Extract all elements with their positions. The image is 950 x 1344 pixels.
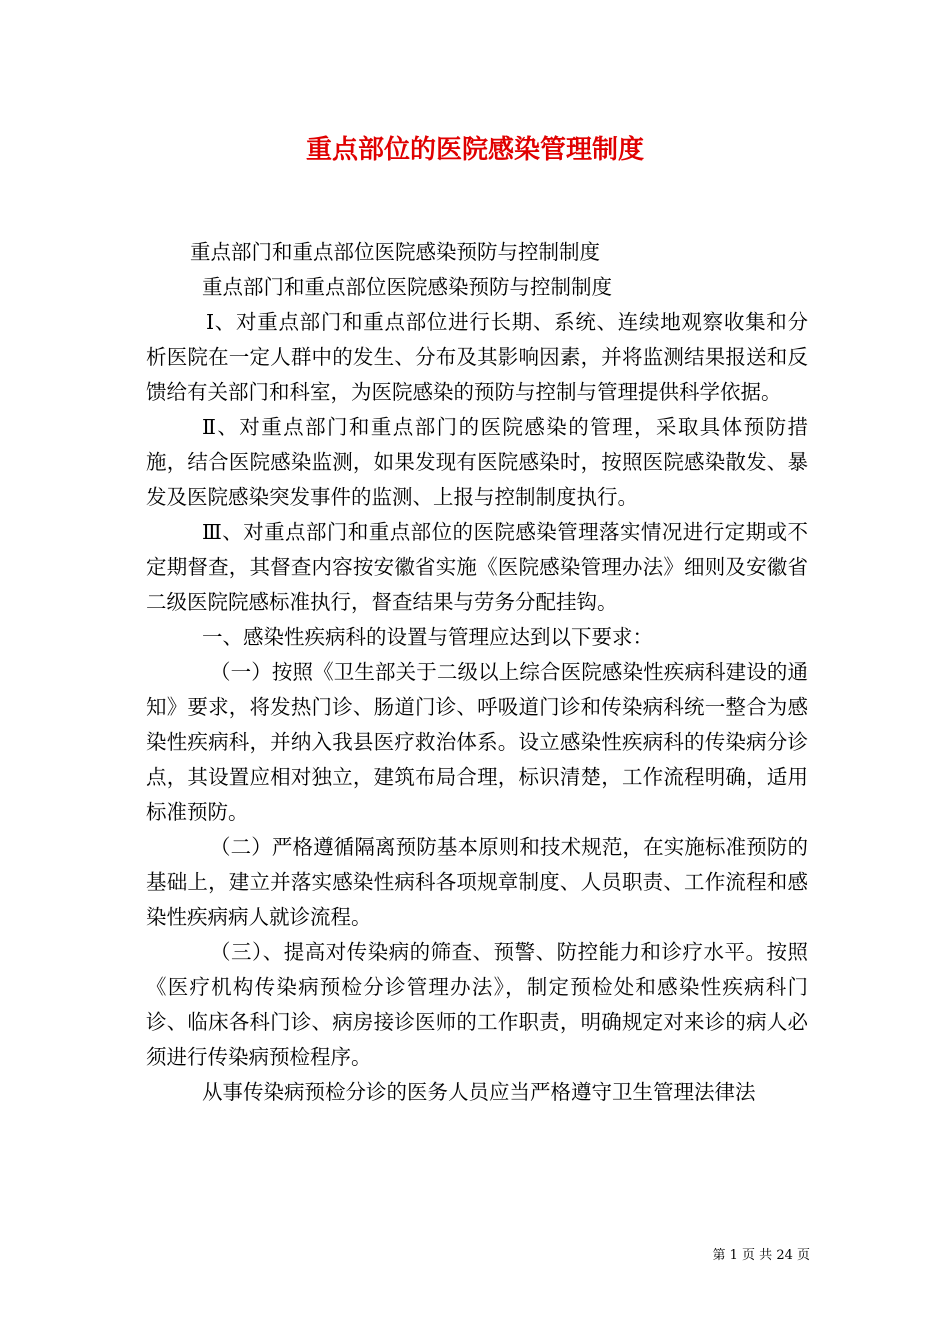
paragraph-section-1: 一、感染性疾病科的设置与管理应达到以下要求： (202, 625, 653, 649)
paragraph-item-i: Ⅰ、对重点部门和重点部位进行长期、系统、连续地观察收集和分析医院在一定人群中的发生、分布及其影响因素，并将监测结果报送和反馈给有关部门和科室，为医院感染的预防与控制与管理提供科学依据。 (146, 310, 808, 404)
document-title: 重点部位的医院感染管理制度 (305, 135, 644, 165)
paragraph-heading-1: 重点部门和重点部位医院感染预防与控制制度 (190, 240, 600, 264)
paragraph-heading-2: 重点部门和重点部位医院感染预防与控制制度 (202, 275, 612, 299)
page-number-footer: 第 1 页 共 24 页 (712, 1248, 810, 1263)
paragraph-sub-2: （二）严格遵循隔离预防基本原则和技术规范，在实施标准预防的基础上，建立并落实感染性病科各项规章制度、人员职责、工作流程和感染性疾病病人就诊流程。 (146, 835, 808, 929)
paragraph-continuation: 从事传染病预检分诊的医务人员应当严格遵守卫生管理法律法 (202, 1080, 756, 1104)
paragraph-item-ii: Ⅱ、对重点部门和重点部门的医院感染的管理，采取具体预防措施，结合医院感染监测，如果发现有医院感染时，按照医院感染散发、暴发及医院感染突发事件的监测、上报与控制制度执行。 (146, 415, 808, 509)
paragraph-item-iii: Ⅲ、对重点部门和重点部位的医院感染管理落实情况进行定期或不定期督查，其督查内容按安徽省实施《医院感染管理办法》细则及安徽省二级医院院感标准执行，督查结果与劳务分配挂钩。 (146, 520, 808, 614)
paragraph-sub-3: （三）、提高对传染病的筛查、预警、防控能力和诊疗水平。按照《医疗机构传染病预检分诊管理办法》，制定预检处和感染性疾病科门诊、临床各科门诊、病房接诊医师的工作职责，明确规定对来诊的病人必须进行传染病预检程序。 (146, 940, 808, 1069)
paragraph-sub-1: （一）按照《卫生部关于二级以上综合医院感染性疾病科建设的通知》要求，将发热门诊、肠道门诊、呼吸道门诊和传染病科统一整合为感染性疾病科，并纳入我县医疗救治体系。设立感染性疾病科的传染病分诊点，其设置应相对独立，建筑布局合理，标识清楚，工作流程明确，适用标准预防。 (146, 660, 808, 824)
document-body (146, 235, 808, 1110)
